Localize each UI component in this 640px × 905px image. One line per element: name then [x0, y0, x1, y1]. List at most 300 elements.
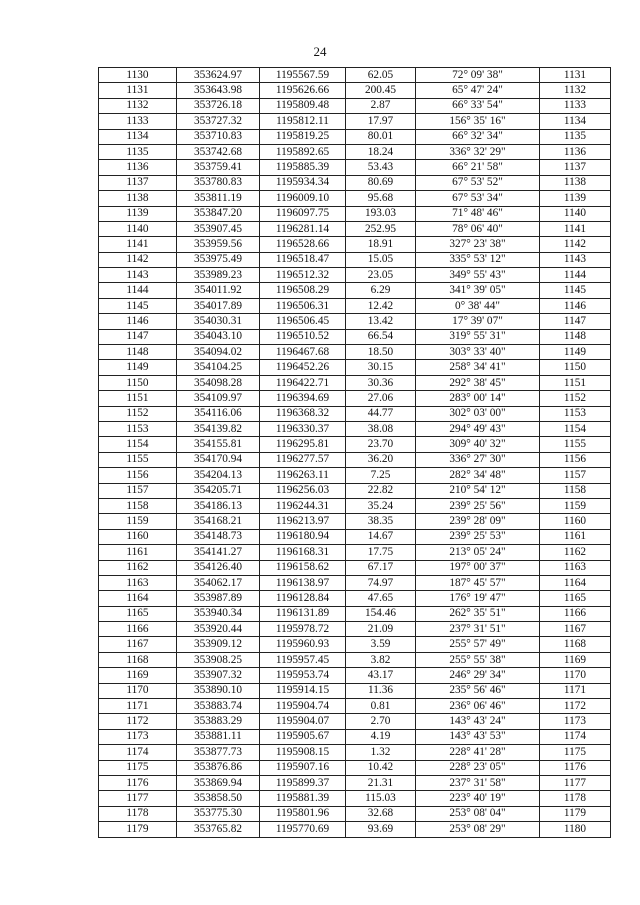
table-row [99, 360, 611, 375]
x-coordinate-cell: 353940.34 [177, 606, 260, 621]
x-coordinate-cell: 353881.11 [177, 729, 260, 744]
next-point-cell: 1156 [540, 452, 611, 467]
x-coordinate-cell: 354204.13 [177, 468, 260, 483]
bearing-cell: 228° 23' 05" [416, 760, 540, 775]
y-coordinate-cell: 1195907.16 [260, 760, 346, 775]
x-coordinate-cell: 354104.25 [177, 360, 260, 375]
page-number: 24 [313, 44, 327, 59]
table-row [99, 83, 611, 98]
bearing-cell: 282° 34' 48" [416, 468, 540, 483]
bearing-cell: 143° 43' 53" [416, 729, 540, 744]
y-coordinate-cell: 1196528.66 [260, 237, 346, 252]
y-coordinate-cell: 1196368.32 [260, 406, 346, 421]
bearing-cell: 0° 38' 44" [416, 298, 540, 313]
table-row [99, 144, 611, 159]
next-point-cell: 1173 [540, 714, 611, 729]
next-point-cell: 1143 [540, 252, 611, 267]
table-row [99, 298, 611, 313]
distance-cell: 30.36 [346, 375, 416, 390]
distance-cell: 38.35 [346, 514, 416, 529]
point-number-cell: 1160 [99, 529, 177, 544]
distance-cell: 13.42 [346, 314, 416, 329]
table-row [99, 699, 611, 714]
x-coordinate-cell: 353727.32 [177, 114, 260, 129]
distance-cell: 252.95 [346, 221, 416, 236]
next-point-cell: 1175 [540, 745, 611, 760]
next-point-cell: 1136 [540, 144, 611, 159]
y-coordinate-cell: 1196138.97 [260, 575, 346, 590]
distance-cell: 18.50 [346, 345, 416, 360]
point-number-cell: 1165 [99, 606, 177, 621]
y-coordinate-cell: 1195770.69 [260, 822, 346, 837]
point-number-cell: 1175 [99, 760, 177, 775]
bearing-cell: 17° 39' 07" [416, 314, 540, 329]
y-coordinate-cell: 1196467.68 [260, 345, 346, 360]
x-coordinate-cell: 354062.17 [177, 575, 260, 590]
distance-cell: 18.24 [346, 144, 416, 159]
next-point-cell: 1141 [540, 221, 611, 236]
point-number-cell: 1145 [99, 298, 177, 313]
next-point-cell: 1157 [540, 468, 611, 483]
bearing-cell: 336° 32' 29" [416, 144, 540, 159]
distance-cell: 2.87 [346, 98, 416, 113]
point-number-cell: 1171 [99, 699, 177, 714]
table-row [99, 714, 611, 729]
point-number-cell: 1166 [99, 622, 177, 637]
next-point-cell: 1170 [540, 668, 611, 683]
y-coordinate-cell: 1196506.31 [260, 298, 346, 313]
y-coordinate-cell: 1196510.52 [260, 329, 346, 344]
x-coordinate-cell: 353780.83 [177, 175, 260, 190]
table-row [99, 437, 611, 452]
bearing-cell: 66° 21' 58" [416, 160, 540, 175]
y-coordinate-cell: 1195953.74 [260, 668, 346, 683]
y-coordinate-cell: 1196009.10 [260, 191, 346, 206]
distance-cell: 154.46 [346, 606, 416, 621]
x-coordinate-cell: 353877.73 [177, 745, 260, 760]
table-row [99, 545, 611, 560]
table-row [99, 652, 611, 667]
bearing-cell: 65° 47' 24" [416, 83, 540, 98]
distance-cell: 35.24 [346, 498, 416, 513]
x-coordinate-cell: 354043.10 [177, 329, 260, 344]
next-point-cell: 1165 [540, 591, 611, 606]
x-coordinate-cell: 354139.82 [177, 421, 260, 436]
table-row [99, 252, 611, 267]
x-coordinate-cell: 353742.68 [177, 144, 260, 159]
next-point-cell: 1146 [540, 298, 611, 313]
bearing-cell: 235° 56' 46" [416, 683, 540, 698]
point-number-cell: 1153 [99, 421, 177, 436]
distance-cell: 23.05 [346, 268, 416, 283]
next-point-cell: 1135 [540, 129, 611, 144]
distance-cell: 62.05 [346, 68, 416, 83]
x-coordinate-cell: 353909.12 [177, 637, 260, 652]
distance-cell: 3.82 [346, 652, 416, 667]
distance-cell: 17.75 [346, 545, 416, 560]
x-coordinate-cell: 354030.31 [177, 314, 260, 329]
table-row [99, 314, 611, 329]
bearing-cell: 143° 43' 24" [416, 714, 540, 729]
x-coordinate-cell: 353726.18 [177, 98, 260, 113]
y-coordinate-cell: 1196508.29 [260, 283, 346, 298]
table-row [99, 622, 611, 637]
distance-cell: 193.03 [346, 206, 416, 221]
point-number-cell: 1141 [99, 237, 177, 252]
next-point-cell: 1147 [540, 314, 611, 329]
bearing-cell: 336° 27' 30" [416, 452, 540, 467]
x-coordinate-cell: 354168.21 [177, 514, 260, 529]
x-coordinate-cell: 353869.94 [177, 775, 260, 790]
bearing-cell: 66° 33' 54" [416, 98, 540, 113]
next-point-cell: 1148 [540, 329, 611, 344]
point-number-cell: 1158 [99, 498, 177, 513]
x-coordinate-cell: 354017.89 [177, 298, 260, 313]
distance-cell: 74.97 [346, 575, 416, 590]
point-number-cell: 1146 [99, 314, 177, 329]
y-coordinate-cell: 1196452.26 [260, 360, 346, 375]
distance-cell: 93.69 [346, 822, 416, 837]
point-number-cell: 1177 [99, 791, 177, 806]
distance-cell: 14.67 [346, 529, 416, 544]
point-number-cell: 1159 [99, 514, 177, 529]
y-coordinate-cell: 1195957.45 [260, 652, 346, 667]
table-row [99, 468, 611, 483]
next-point-cell: 1180 [540, 822, 611, 837]
next-point-cell: 1138 [540, 175, 611, 190]
y-coordinate-cell: 1195885.39 [260, 160, 346, 175]
table-row [99, 498, 611, 513]
x-coordinate-cell: 353907.32 [177, 668, 260, 683]
next-point-cell: 1152 [540, 391, 611, 406]
distance-cell: 23.70 [346, 437, 416, 452]
y-coordinate-cell: 1196097.75 [260, 206, 346, 221]
y-coordinate-cell: 1195934.34 [260, 175, 346, 190]
point-number-cell: 1176 [99, 775, 177, 790]
bearing-cell: 239° 28' 09" [416, 514, 540, 529]
x-coordinate-cell: 353858.50 [177, 791, 260, 806]
x-coordinate-cell: 353987.89 [177, 591, 260, 606]
point-number-cell: 1168 [99, 652, 177, 667]
next-point-cell: 1159 [540, 498, 611, 513]
point-number-cell: 1148 [99, 345, 177, 360]
distance-cell: 2.70 [346, 714, 416, 729]
y-coordinate-cell: 1195978.72 [260, 622, 346, 637]
distance-cell: 22.82 [346, 483, 416, 498]
y-coordinate-cell: 1196277.57 [260, 452, 346, 467]
y-coordinate-cell: 1196330.37 [260, 421, 346, 436]
next-point-cell: 1139 [540, 191, 611, 206]
table-row [99, 406, 611, 421]
y-coordinate-cell: 1196263.11 [260, 468, 346, 483]
bearing-cell: 228° 41' 28" [416, 745, 540, 760]
x-coordinate-cell: 354098.28 [177, 375, 260, 390]
next-point-cell: 1149 [540, 345, 611, 360]
next-point-cell: 1132 [540, 83, 611, 98]
table-row [99, 575, 611, 590]
next-point-cell: 1171 [540, 683, 611, 698]
next-point-cell: 1150 [540, 360, 611, 375]
table-row [99, 268, 611, 283]
y-coordinate-cell: 1195801.96 [260, 806, 346, 821]
bearing-cell: 246° 29' 34" [416, 668, 540, 683]
point-number-cell: 1131 [99, 83, 177, 98]
y-coordinate-cell: 1196281.14 [260, 221, 346, 236]
bearing-cell: 78° 06' 40" [416, 221, 540, 236]
point-number-cell: 1156 [99, 468, 177, 483]
x-coordinate-cell: 354155.81 [177, 437, 260, 452]
bearing-cell: 309° 40' 32" [416, 437, 540, 452]
bearing-cell: 236° 06' 46" [416, 699, 540, 714]
y-coordinate-cell: 1196128.84 [260, 591, 346, 606]
table-row [99, 668, 611, 683]
bearing-cell: 213° 05' 24" [416, 545, 540, 560]
y-coordinate-cell: 1195809.48 [260, 98, 346, 113]
y-coordinate-cell: 1196168.31 [260, 545, 346, 560]
point-number-cell: 1137 [99, 175, 177, 190]
bearing-cell: 258° 34' 41" [416, 360, 540, 375]
next-point-cell: 1176 [540, 760, 611, 775]
x-coordinate-cell: 353989.23 [177, 268, 260, 283]
y-coordinate-cell: 1195904.07 [260, 714, 346, 729]
point-number-cell: 1143 [99, 268, 177, 283]
y-coordinate-cell: 1196295.81 [260, 437, 346, 452]
distance-cell: 27.06 [346, 391, 416, 406]
x-coordinate-cell: 354109.97 [177, 391, 260, 406]
distance-cell: 200.45 [346, 83, 416, 98]
bearing-cell: 319° 55' 31" [416, 329, 540, 344]
y-coordinate-cell: 1196244.31 [260, 498, 346, 513]
distance-cell: 44.77 [346, 406, 416, 421]
table-row [99, 114, 611, 129]
next-point-cell: 1178 [540, 791, 611, 806]
distance-cell: 21.31 [346, 775, 416, 790]
point-number-cell: 1150 [99, 375, 177, 390]
next-point-cell: 1158 [540, 483, 611, 498]
distance-cell: 36.20 [346, 452, 416, 467]
y-coordinate-cell: 1196518.47 [260, 252, 346, 267]
bearing-cell: 237° 31' 58" [416, 775, 540, 790]
x-coordinate-cell: 353710.83 [177, 129, 260, 144]
table-row [99, 345, 611, 360]
point-number-cell: 1162 [99, 560, 177, 575]
distance-cell: 43.17 [346, 668, 416, 683]
table-row [99, 68, 611, 83]
table-row [99, 806, 611, 821]
table-row [99, 391, 611, 406]
bearing-cell: 294° 49' 43" [416, 421, 540, 436]
next-point-cell: 1166 [540, 606, 611, 621]
bearing-cell: 67° 53' 52" [416, 175, 540, 190]
distance-cell: 38.08 [346, 421, 416, 436]
distance-cell: 0.81 [346, 699, 416, 714]
table-row [99, 283, 611, 298]
table-row [99, 760, 611, 775]
y-coordinate-cell: 1195626.66 [260, 83, 346, 98]
bearing-cell: 239° 25' 56" [416, 498, 540, 513]
bearing-cell: 71° 48' 46" [416, 206, 540, 221]
point-number-cell: 1172 [99, 714, 177, 729]
y-coordinate-cell: 1195905.67 [260, 729, 346, 744]
point-number-cell: 1179 [99, 822, 177, 837]
table-row [99, 729, 611, 744]
x-coordinate-cell: 353883.29 [177, 714, 260, 729]
point-number-cell: 1170 [99, 683, 177, 698]
distance-cell: 95.68 [346, 191, 416, 206]
point-number-cell: 1135 [99, 144, 177, 159]
x-coordinate-cell: 353959.56 [177, 237, 260, 252]
table-row [99, 683, 611, 698]
table-row [99, 375, 611, 390]
x-coordinate-cell: 353624.97 [177, 68, 260, 83]
coordinates-table [98, 67, 611, 838]
x-coordinate-cell: 354148.73 [177, 529, 260, 544]
point-number-cell: 1144 [99, 283, 177, 298]
next-point-cell: 1164 [540, 575, 611, 590]
next-point-cell: 1131 [540, 68, 611, 83]
bearing-cell: 253° 08' 29" [416, 822, 540, 837]
next-point-cell: 1137 [540, 160, 611, 175]
point-number-cell: 1136 [99, 160, 177, 175]
bearing-cell: 187° 45' 57" [416, 575, 540, 590]
table-row [99, 606, 611, 621]
table-row [99, 98, 611, 113]
y-coordinate-cell: 1196131.89 [260, 606, 346, 621]
x-coordinate-cell: 354205.71 [177, 483, 260, 498]
distance-cell: 115.03 [346, 791, 416, 806]
bearing-cell: 327° 23' 38" [416, 237, 540, 252]
y-coordinate-cell: 1195812.11 [260, 114, 346, 129]
distance-cell: 30.15 [346, 360, 416, 375]
table-row [99, 791, 611, 806]
y-coordinate-cell: 1196512.32 [260, 268, 346, 283]
point-number-cell: 1155 [99, 452, 177, 467]
table-row [99, 221, 611, 236]
point-number-cell: 1161 [99, 545, 177, 560]
distance-cell: 4.19 [346, 729, 416, 744]
table-row [99, 452, 611, 467]
y-coordinate-cell: 1196394.69 [260, 391, 346, 406]
bearing-cell: 223° 40' 19" [416, 791, 540, 806]
x-coordinate-cell: 353975.49 [177, 252, 260, 267]
x-coordinate-cell: 353920.44 [177, 622, 260, 637]
point-number-cell: 1174 [99, 745, 177, 760]
x-coordinate-cell: 354170.94 [177, 452, 260, 467]
x-coordinate-cell: 354094.02 [177, 345, 260, 360]
point-number-cell: 1140 [99, 221, 177, 236]
point-number-cell: 1147 [99, 329, 177, 344]
distance-cell: 7.25 [346, 468, 416, 483]
distance-cell: 67.17 [346, 560, 416, 575]
y-coordinate-cell: 1196158.62 [260, 560, 346, 575]
point-number-cell: 1169 [99, 668, 177, 683]
next-point-cell: 1134 [540, 114, 611, 129]
table-row [99, 129, 611, 144]
table-row [99, 529, 611, 544]
table-row [99, 591, 611, 606]
x-coordinate-cell: 353759.41 [177, 160, 260, 175]
next-point-cell: 1174 [540, 729, 611, 744]
bearing-cell: 66° 32' 34" [416, 129, 540, 144]
table-row [99, 175, 611, 190]
x-coordinate-cell: 353765.82 [177, 822, 260, 837]
x-coordinate-cell: 353890.10 [177, 683, 260, 698]
point-number-cell: 1132 [99, 98, 177, 113]
y-coordinate-cell: 1195904.74 [260, 699, 346, 714]
bearing-cell: 341° 39' 05" [416, 283, 540, 298]
table-row [99, 421, 611, 436]
x-coordinate-cell: 354141.27 [177, 545, 260, 560]
distance-cell: 10.42 [346, 760, 416, 775]
point-number-cell: 1152 [99, 406, 177, 421]
x-coordinate-cell: 353811.19 [177, 191, 260, 206]
point-number-cell: 1139 [99, 206, 177, 221]
y-coordinate-cell: 1196213.97 [260, 514, 346, 529]
bearing-cell: 67° 53' 34" [416, 191, 540, 206]
point-number-cell: 1151 [99, 391, 177, 406]
next-point-cell: 1172 [540, 699, 611, 714]
x-coordinate-cell: 354011.92 [177, 283, 260, 298]
table-row [99, 206, 611, 221]
x-coordinate-cell: 354116.06 [177, 406, 260, 421]
next-point-cell: 1151 [540, 375, 611, 390]
y-coordinate-cell: 1195908.15 [260, 745, 346, 760]
x-coordinate-cell: 353907.45 [177, 221, 260, 236]
bearing-cell: 253° 08' 04" [416, 806, 540, 821]
distance-cell: 15.05 [346, 252, 416, 267]
y-coordinate-cell: 1195819.25 [260, 129, 346, 144]
y-coordinate-cell: 1196180.94 [260, 529, 346, 544]
next-point-cell: 1179 [540, 806, 611, 821]
point-number-cell: 1167 [99, 637, 177, 652]
next-point-cell: 1167 [540, 622, 611, 637]
bearing-cell: 349° 55' 43" [416, 268, 540, 283]
x-coordinate-cell: 353883.74 [177, 699, 260, 714]
next-point-cell: 1169 [540, 652, 611, 667]
next-point-cell: 1154 [540, 421, 611, 436]
bearing-cell: 302° 03' 00" [416, 406, 540, 421]
table-row [99, 560, 611, 575]
y-coordinate-cell: 1195892.65 [260, 144, 346, 159]
distance-cell: 12.42 [346, 298, 416, 313]
table-row [99, 191, 611, 206]
next-point-cell: 1144 [540, 268, 611, 283]
y-coordinate-cell: 1196506.45 [260, 314, 346, 329]
next-point-cell: 1160 [540, 514, 611, 529]
bearing-cell: 255° 57' 49" [416, 637, 540, 652]
distance-cell: 6.29 [346, 283, 416, 298]
coordinates-table-body [99, 68, 611, 838]
next-point-cell: 1161 [540, 529, 611, 544]
bearing-cell: 292° 38' 45" [416, 375, 540, 390]
x-coordinate-cell: 353847.20 [177, 206, 260, 221]
bearing-cell: 255° 55' 38" [416, 652, 540, 667]
bearing-cell: 239° 25' 53" [416, 529, 540, 544]
distance-cell: 53.43 [346, 160, 416, 175]
distance-cell: 32.68 [346, 806, 416, 821]
next-point-cell: 1145 [540, 283, 611, 298]
distance-cell: 21.09 [346, 622, 416, 637]
next-point-cell: 1155 [540, 437, 611, 452]
table-row [99, 745, 611, 760]
table-row [99, 329, 611, 344]
bearing-cell: 283° 00' 14" [416, 391, 540, 406]
bearing-cell: 210° 54' 12" [416, 483, 540, 498]
table-row [99, 822, 611, 837]
x-coordinate-cell: 354126.40 [177, 560, 260, 575]
distance-cell: 80.69 [346, 175, 416, 190]
distance-cell: 1.32 [346, 745, 416, 760]
